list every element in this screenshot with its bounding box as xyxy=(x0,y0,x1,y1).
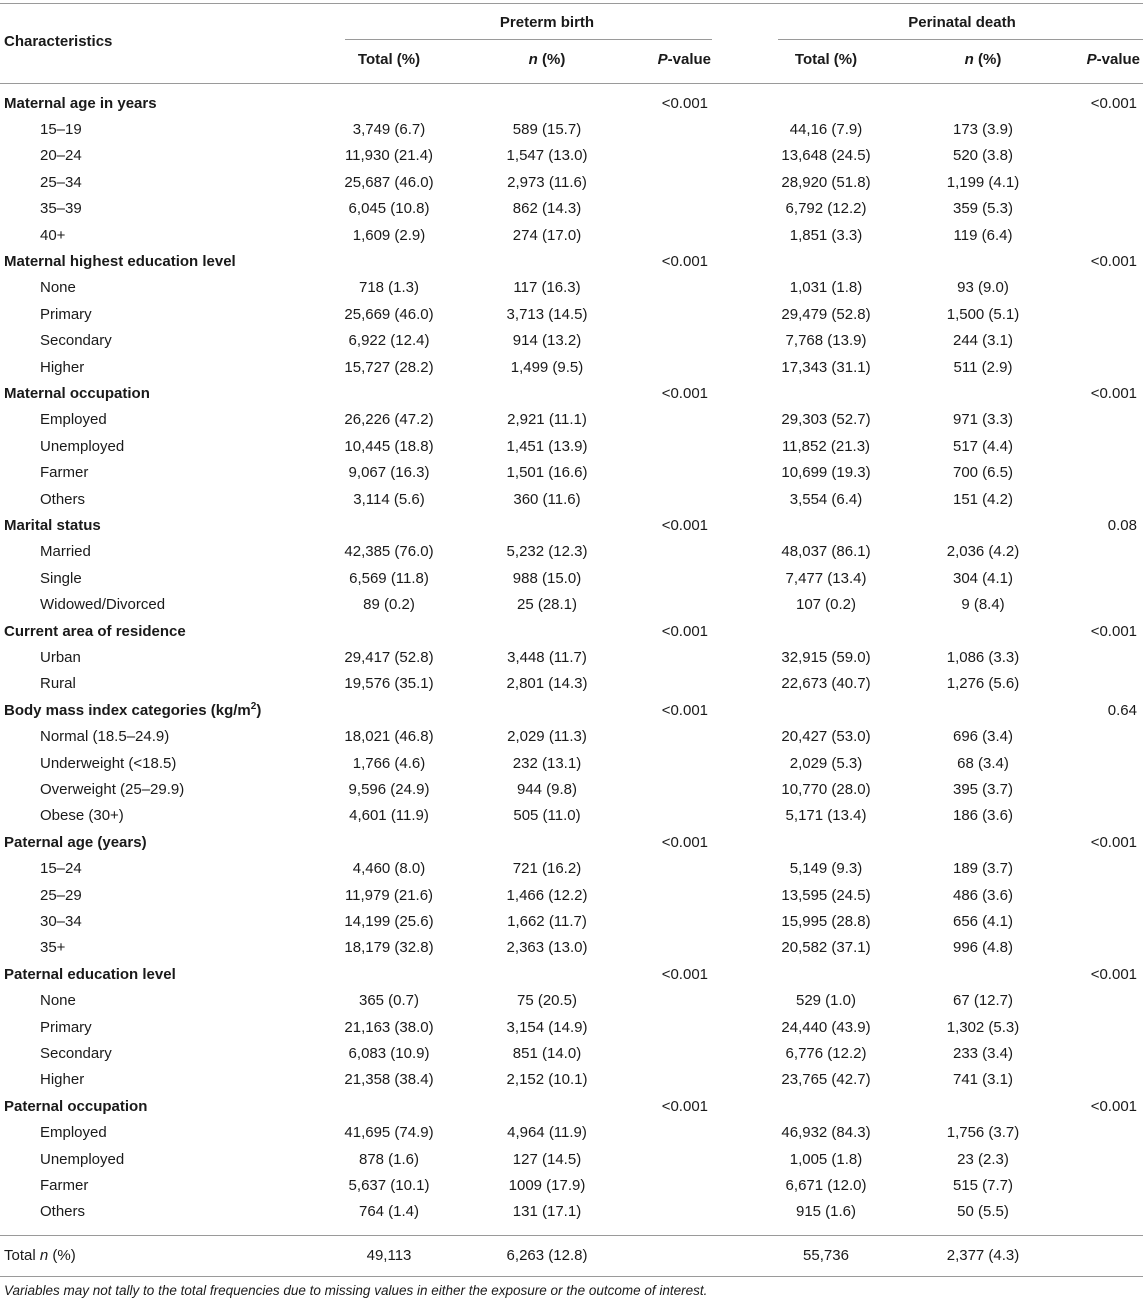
cell-perinatal-total: 107 (0.2) xyxy=(795,596,857,614)
cell-preterm-total: 6,083 (10.9) xyxy=(348,1044,430,1062)
cell-perinatal-pvalue: <0.001 xyxy=(1090,622,1137,640)
table-row xyxy=(0,909,1143,935)
table-row xyxy=(0,487,1143,513)
cell-preterm-total: 21,358 (38.4) xyxy=(344,1071,434,1089)
cell-preterm-total: 6,569 (11.8) xyxy=(349,569,429,587)
table-row xyxy=(0,724,1143,750)
cell-perinatal-n: 151 (4.2) xyxy=(952,490,1014,508)
group-label: Maternal age in years xyxy=(4,94,157,112)
cell-perinatal-pvalue: <0.001 xyxy=(1090,384,1137,402)
cell-preterm-n: 5,232 (12.3) xyxy=(506,543,588,561)
cell-preterm-total: 25,687 (46.0) xyxy=(344,173,434,191)
cell-preterm-total: 19,576 (35.1) xyxy=(344,675,434,693)
cell-preterm-total: 89 (0.2) xyxy=(363,596,415,614)
cell-preterm-n: 1,547 (13.0) xyxy=(506,147,588,165)
cell-perinatal-total: 6,792 (12.2) xyxy=(785,200,867,218)
row-label: Secondary xyxy=(40,332,112,350)
row-label: Others xyxy=(40,1203,86,1221)
table-row xyxy=(0,143,1143,169)
cell-perinatal-total: 11,852 (21.3) xyxy=(781,437,871,455)
row-label: 20–24 xyxy=(40,147,82,165)
cell-preterm-total: 11,930 (21.4) xyxy=(344,147,434,165)
cell-perinatal-total: 44,16 (7.9) xyxy=(789,120,863,138)
cell-preterm-n: 360 (11.6) xyxy=(513,490,581,508)
header-preterm-pvalue: P-value xyxy=(657,51,711,68)
cell-preterm-total: 6,045 (10.8) xyxy=(348,200,430,218)
cell-perinatal-total: 20,582 (37.1) xyxy=(781,939,871,957)
group-label: Paternal education level xyxy=(4,965,176,983)
cell-perinatal-n: 1,756 (3.7) xyxy=(946,1124,1020,1142)
cell-perinatal-n: 233 (3.4) xyxy=(952,1044,1014,1062)
table-row xyxy=(0,434,1143,460)
cell-perinatal-total: 22,673 (40.7) xyxy=(781,675,871,693)
cell-preterm-total: 1,609 (2.9) xyxy=(352,226,426,244)
cell-perinatal-n: 119 (6.4) xyxy=(953,226,1013,244)
cell-preterm-total: 764 (1.4) xyxy=(358,1203,420,1221)
row-label: Widowed/Divorced xyxy=(40,596,166,614)
group-row xyxy=(0,513,1143,539)
row-label: Employed xyxy=(40,1124,107,1142)
cell-preterm-total: 10,445 (18.8) xyxy=(344,437,434,455)
cell-preterm-total: 29,417 (52.8) xyxy=(344,648,434,666)
cell-perinatal-n: 1,086 (3.3) xyxy=(946,648,1020,666)
cell-preterm-n: 589 (15.7) xyxy=(512,120,582,138)
table-row xyxy=(0,302,1143,328)
table-row xyxy=(0,355,1143,381)
group-row xyxy=(0,91,1143,117)
cell-preterm-total: 41,695 (74.9) xyxy=(344,1124,434,1142)
row-label: Unemployed xyxy=(40,1150,125,1168)
cell-perinatal-total: 7,768 (13.9) xyxy=(785,332,867,350)
cell-perinatal-n: 486 (3.6) xyxy=(952,886,1014,904)
cell-perinatal-total: 10,699 (19.3) xyxy=(781,464,871,482)
cell-preterm-total: 6,922 (12.4) xyxy=(348,332,430,350)
group-label: Paternal age (years) xyxy=(4,833,147,851)
row-label: Underweight (<18.5) xyxy=(40,754,177,772)
group-row xyxy=(0,381,1143,407)
cell-preterm-total: 14,199 (25.6) xyxy=(344,912,434,930)
table-row xyxy=(0,1015,1143,1041)
cell-preterm-n: 2,973 (11.6) xyxy=(507,173,587,191)
cell-perinatal-n: 93 (9.0) xyxy=(957,279,1009,297)
cell-perinatal-total: 46,932 (84.3) xyxy=(781,1124,871,1142)
cell-preterm-n: 3,713 (14.5) xyxy=(506,305,588,323)
total-row-perinatal-n: 2,377 (4.3) xyxy=(946,1247,1020,1264)
table-row xyxy=(0,1173,1143,1199)
preterm-group-rule xyxy=(345,39,712,40)
cell-perinatal-total: 5,149 (9.3) xyxy=(789,860,863,878)
cell-perinatal-total: 15,995 (28.8) xyxy=(781,912,871,930)
group-row xyxy=(0,619,1143,645)
cell-perinatal-total: 7,477 (13.4) xyxy=(785,569,867,587)
cell-perinatal-total: 17,343 (31.1) xyxy=(781,358,871,376)
table-bottom-rule xyxy=(0,1276,1143,1277)
cell-preterm-total: 5,637 (10.1) xyxy=(348,1176,430,1194)
cell-perinatal-total: 48,037 (86.1) xyxy=(781,543,871,561)
cell-perinatal-total: 20,427 (53.0) xyxy=(781,728,871,746)
cell-perinatal-total: 29,479 (52.8) xyxy=(781,305,871,323)
table-row xyxy=(0,645,1143,671)
table-row xyxy=(0,566,1143,592)
row-label: 25–34 xyxy=(40,173,82,191)
table-row xyxy=(0,751,1143,777)
cell-perinatal-total: 23,765 (42.7) xyxy=(781,1071,871,1089)
cell-preterm-n: 1,662 (11.7) xyxy=(507,912,587,930)
cell-preterm-pvalue: <0.001 xyxy=(661,252,708,270)
cell-preterm-n: 988 (15.0) xyxy=(512,569,582,587)
cell-perinatal-pvalue: 0.08 xyxy=(1107,516,1137,534)
row-label: Secondary xyxy=(40,1044,112,1062)
cell-perinatal-total: 3,554 (6.4) xyxy=(789,490,863,508)
cell-preterm-n: 2,029 (11.3) xyxy=(507,728,587,746)
header-bottom-rule xyxy=(0,83,1143,84)
cell-preterm-pvalue: <0.001 xyxy=(661,622,708,640)
cell-perinatal-total: 1,851 (3.3) xyxy=(789,226,863,244)
cell-preterm-total: 9,067 (16.3) xyxy=(348,464,430,482)
row-label: Normal (18.5–24.9) xyxy=(40,728,170,746)
cell-preterm-n: 2,801 (14.3) xyxy=(506,675,588,693)
table-row xyxy=(0,1199,1143,1225)
cell-preterm-n: 3,448 (11.7) xyxy=(507,648,587,666)
row-label: None xyxy=(40,279,76,297)
cell-perinatal-n: 23 (2.3) xyxy=(957,1150,1009,1168)
cell-perinatal-total: 32,915 (59.0) xyxy=(781,648,871,666)
cell-preterm-total: 9,596 (24.9) xyxy=(348,780,430,798)
cell-perinatal-n: 520 (3.8) xyxy=(952,147,1014,165)
row-label: Overweight (25–29.9) xyxy=(40,780,185,798)
cell-preterm-n: 1,451 (13.9) xyxy=(506,437,588,455)
group-label: Body mass index categories $(kg/m^2)$ xyxy=(4,700,262,719)
cell-perinatal-n: 515 (7.7) xyxy=(952,1176,1014,1194)
cell-perinatal-total: 915 (1.6) xyxy=(795,1203,857,1221)
cell-preterm-n: 914 (13.2) xyxy=(512,332,582,350)
cell-preterm-n: 25 (28.1) xyxy=(516,596,578,614)
cell-preterm-n: 2,921 (11.1) xyxy=(507,411,587,429)
cell-perinatal-pvalue: <0.001 xyxy=(1090,94,1137,112)
cell-preterm-n: 721 (16.2) xyxy=(512,860,582,878)
table-row xyxy=(0,275,1143,301)
cell-perinatal-total: 1,031 (1.8) xyxy=(789,279,863,297)
total-row-preterm-n: 6,263 (12.8) xyxy=(506,1247,588,1264)
cell-perinatal-n: 67 (12.7) xyxy=(952,992,1014,1010)
cell-preterm-n: 75 (20.5) xyxy=(516,992,578,1010)
cell-perinatal-total: 529 (1.0) xyxy=(795,992,857,1010)
cell-preterm-total: 18,179 (32.8) xyxy=(344,939,434,957)
cell-preterm-total: 11,979 (21.6) xyxy=(344,886,434,904)
cell-preterm-total: 26,226 (47.2) xyxy=(344,411,434,429)
header-perinatal-n: n (%) xyxy=(964,51,1002,68)
row-label: Urban xyxy=(40,648,81,666)
header-characteristics: Characteristics xyxy=(4,33,113,50)
cell-perinatal-total: 13,648 (24.5) xyxy=(781,147,871,165)
cell-preterm-n: 1,499 (9.5) xyxy=(510,358,584,376)
cell-preterm-n: 2,152 (10.1) xyxy=(506,1071,588,1089)
row-label: Primary xyxy=(40,305,92,323)
cell-preterm-total: 21,163 (38.0) xyxy=(344,1018,434,1036)
table-row xyxy=(0,592,1143,618)
cell-perinatal-n: 517 (4.4) xyxy=(952,437,1014,455)
cell-preterm-n: 3,154 (14.9) xyxy=(506,1018,588,1036)
cell-perinatal-n: 1,500 (5.1) xyxy=(946,305,1020,323)
cell-preterm-total: 15,727 (28.2) xyxy=(344,358,434,376)
table-row xyxy=(0,1067,1143,1093)
row-label: Rural xyxy=(40,675,76,693)
cell-preterm-n: 862 (14.3) xyxy=(512,200,582,218)
cell-preterm-pvalue: <0.001 xyxy=(661,516,708,534)
cell-perinatal-n: 173 (3.9) xyxy=(952,120,1014,138)
cell-preterm-total: 718 (1.3) xyxy=(358,279,420,297)
cell-perinatal-n: 189 (3.7) xyxy=(952,860,1014,878)
cell-perinatal-n: 996 (4.8) xyxy=(952,939,1014,957)
cell-perinatal-n: 971 (3.3) xyxy=(952,411,1014,429)
cell-perinatal-n: 359 (5.3) xyxy=(952,200,1014,218)
table-row xyxy=(0,1041,1143,1067)
cell-preterm-n: 944 (9.8) xyxy=(516,780,578,798)
cell-preterm-total: 4,460 (8.0) xyxy=(352,860,426,878)
row-label: Unemployed xyxy=(40,437,125,455)
cell-preterm-n: 127 (14.5) xyxy=(512,1150,582,1168)
cell-preterm-total: 25,669 (46.0) xyxy=(344,305,434,323)
total-row-perinatal-total: 55,736 xyxy=(803,1247,849,1264)
table-row xyxy=(0,856,1143,882)
cell-preterm-n: 505 (11.0) xyxy=(513,807,581,825)
group-label: Maternal occupation xyxy=(4,384,150,402)
row-label: 15–24 xyxy=(40,860,82,878)
cell-preterm-n: 117 (16.3) xyxy=(513,279,581,297)
cell-perinatal-pvalue: <0.001 xyxy=(1090,252,1137,270)
cell-preterm-n: 4,964 (11.9) xyxy=(507,1124,587,1142)
cell-perinatal-total: 29,303 (52.7) xyxy=(781,411,871,429)
group-label: Maternal highest education level xyxy=(4,252,236,270)
cell-perinatal-n: 700 (6.5) xyxy=(952,464,1014,482)
cell-perinatal-total: 10,770 (28.0) xyxy=(781,780,871,798)
cell-preterm-n: 1009 (17.9) xyxy=(508,1176,586,1194)
row-label: 15–19 xyxy=(40,120,82,138)
cell-preterm-total: 42,385 (76.0) xyxy=(344,543,434,561)
cell-preterm-n: 274 (17.0) xyxy=(512,226,582,244)
cell-preterm-total: 18,021 (46.8) xyxy=(344,728,434,746)
cell-preterm-n: 2,363 (13.0) xyxy=(506,939,588,957)
cell-preterm-total: 4,601 (11.9) xyxy=(349,807,429,825)
group-label: Marital status xyxy=(4,516,101,534)
cell-preterm-pvalue: <0.001 xyxy=(661,1097,708,1115)
cell-perinatal-n: 696 (3.4) xyxy=(952,728,1014,746)
cell-preterm-pvalue: <0.001 xyxy=(661,833,708,851)
cell-perinatal-pvalue: <0.001 xyxy=(1090,965,1137,983)
cell-perinatal-total: 5,171 (13.4) xyxy=(785,807,867,825)
header-perinatal-total: Total (%) xyxy=(794,51,858,68)
table-row xyxy=(0,460,1143,486)
cell-preterm-pvalue: <0.001 xyxy=(661,94,708,112)
row-label: None xyxy=(40,992,76,1010)
row-label: Primary xyxy=(40,1018,92,1036)
table-row xyxy=(0,1120,1143,1146)
table-row xyxy=(0,883,1143,909)
cell-preterm-total: 1,766 (4.6) xyxy=(352,754,426,772)
table-row xyxy=(0,777,1143,803)
group-row xyxy=(0,962,1143,988)
cell-preterm-n: 1,501 (16.6) xyxy=(506,464,588,482)
cell-perinatal-n: 68 (3.4) xyxy=(957,754,1009,772)
row-label: 35–39 xyxy=(40,200,82,218)
row-label: 25–29 xyxy=(40,886,82,904)
total-top-rule xyxy=(0,1235,1143,1236)
table-top-rule xyxy=(0,3,1143,4)
row-label: Others xyxy=(40,490,86,508)
cell-preterm-pvalue: <0.001 xyxy=(661,965,708,983)
row-label: Farmer xyxy=(40,464,89,482)
header-perinatal-death: Perinatal death xyxy=(908,14,1016,31)
row-label: 30–34 xyxy=(40,912,82,930)
table-row xyxy=(0,671,1143,697)
group-row xyxy=(0,830,1143,856)
group-row xyxy=(0,249,1143,275)
row-label: Employed xyxy=(40,411,107,429)
cell-preterm-pvalue: <0.001 xyxy=(661,384,708,402)
cell-perinatal-n: 395 (3.7) xyxy=(952,780,1014,798)
cell-perinatal-total: 24,440 (43.9) xyxy=(781,1018,871,1036)
cell-perinatal-n: 9 (8.4) xyxy=(961,596,1005,614)
cell-perinatal-n: 1,302 (5.3) xyxy=(946,1018,1020,1036)
header-preterm-total: Total (%) xyxy=(357,51,421,68)
cell-preterm-pvalue: <0.001 xyxy=(661,701,708,719)
cell-perinatal-n: 50 (5.5) xyxy=(957,1203,1009,1221)
group-label: Current area of residence xyxy=(4,622,186,640)
cell-perinatal-total: 6,776 (12.2) xyxy=(785,1044,867,1062)
table-row xyxy=(0,117,1143,143)
cell-perinatal-n: 741 (3.1) xyxy=(952,1071,1014,1089)
header-preterm-birth: Preterm birth xyxy=(499,14,595,31)
cell-perinatal-pvalue: <0.001 xyxy=(1090,833,1137,851)
table-row xyxy=(0,988,1143,1014)
header-perinatal-pvalue: P-value xyxy=(1086,51,1140,68)
cell-perinatal-n: 2,036 (4.2) xyxy=(946,543,1020,561)
table-row xyxy=(0,170,1143,196)
table-row xyxy=(0,1147,1143,1173)
cell-preterm-total: 3,749 (6.7) xyxy=(352,120,426,138)
table-row xyxy=(0,196,1143,222)
cell-perinatal-n: 244 (3.1) xyxy=(952,332,1014,350)
cell-perinatal-pvalue: <0.001 xyxy=(1090,1097,1137,1115)
table-row xyxy=(0,328,1143,354)
table-footnote: Variables may not tally to the total frequencies due to missing values in either the exposure or the outcome of interest. xyxy=(4,1283,708,1298)
row-label: Farmer xyxy=(40,1176,89,1194)
cell-preterm-total: 3,114 (5.6) xyxy=(353,490,425,508)
cell-perinatal-total: 1,005 (1.8) xyxy=(789,1150,863,1168)
cell-perinatal-total: 2,029 (5.3) xyxy=(789,754,863,772)
cell-preterm-n: 1,466 (12.2) xyxy=(506,886,588,904)
cell-preterm-total: 365 (0.7) xyxy=(358,992,420,1010)
table-row xyxy=(0,539,1143,565)
cell-perinatal-n: 304 (4.1) xyxy=(952,569,1014,587)
row-label: Married xyxy=(40,543,91,561)
row-label: Obese (30+) xyxy=(40,807,124,825)
header-preterm-n: n (%) xyxy=(528,51,566,68)
cell-perinatal-total: 28,920 (51.8) xyxy=(781,173,871,191)
cell-preterm-n: 851 (14.0) xyxy=(512,1044,582,1062)
cell-perinatal-total: 6,671 (12.0) xyxy=(785,1176,867,1194)
cell-perinatal-n: 186 (3.6) xyxy=(952,807,1014,825)
total-row-label: Total n (%) xyxy=(4,1247,76,1264)
row-label: Higher xyxy=(40,1071,85,1089)
total-row xyxy=(0,1243,1143,1269)
total-row-preterm-total: 49,113 xyxy=(366,1247,412,1264)
group-label: Paternal occupation xyxy=(4,1097,148,1115)
cell-perinatal-n: 1,276 (5.6) xyxy=(946,675,1020,693)
table-row xyxy=(0,935,1143,961)
cell-perinatal-n: 656 (4.1) xyxy=(952,912,1014,930)
cell-preterm-n: 131 (17.1) xyxy=(512,1203,582,1221)
table-row xyxy=(0,803,1143,829)
cell-preterm-total: 878 (1.6) xyxy=(358,1150,420,1168)
table-row xyxy=(0,223,1143,249)
row-label: Higher xyxy=(40,358,85,376)
row-label: 35+ xyxy=(40,939,66,957)
row-label: Single xyxy=(40,569,82,587)
cell-perinatal-total: 13,595 (24.5) xyxy=(781,886,871,904)
row-label: 40+ xyxy=(40,226,66,244)
cell-perinatal-n: 511 (2.9) xyxy=(953,358,1013,376)
table-row xyxy=(0,407,1143,433)
perinatal-group-rule xyxy=(778,39,1143,40)
cell-perinatal-n: 1,199 (4.1) xyxy=(946,173,1020,191)
group-row xyxy=(0,698,1143,724)
cell-perinatal-pvalue: 0.64 xyxy=(1107,701,1137,719)
cell-preterm-n: 232 (13.1) xyxy=(512,754,582,772)
group-row xyxy=(0,1094,1143,1120)
